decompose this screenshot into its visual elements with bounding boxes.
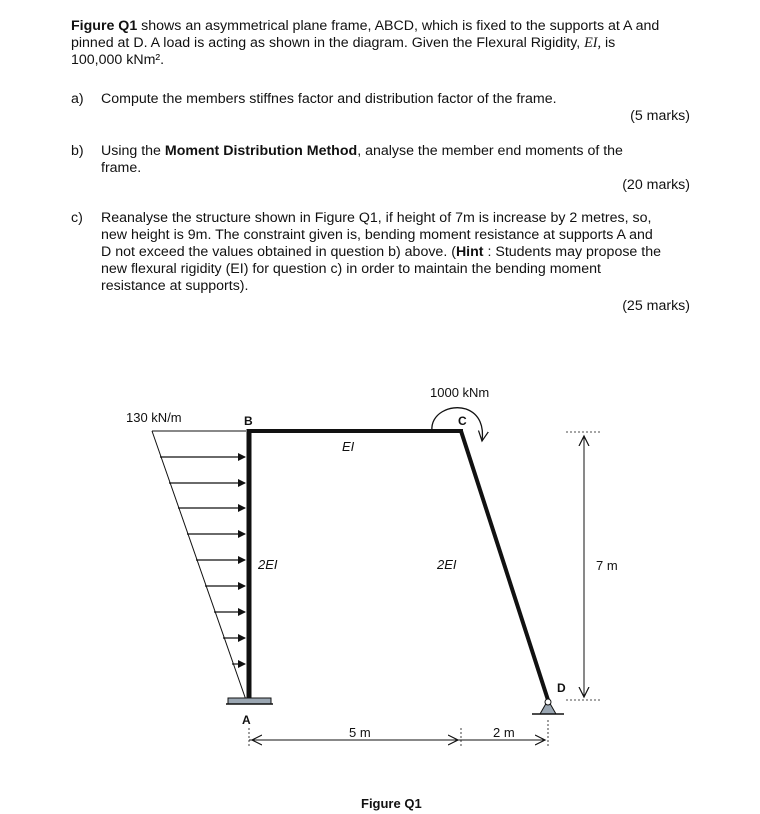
question-c-hint: Hint (455, 244, 484, 260)
intro-line1: shows an asymmetrical plane frame, ABCD, which is fixed to the supports at A and (137, 18, 660, 34)
question-b-line2: frame. (101, 160, 142, 176)
question-c-line1: Reanalyse the structure shown in Figure Q1, if height of 7m is increase by 2 metres, so, (101, 210, 652, 226)
question-c-line3-pre: D not exceed the values obtained in question b) above. ( (101, 244, 456, 260)
member-cd-label: 2EI (437, 557, 457, 572)
fixed-support-a (226, 698, 273, 704)
question-a-label: a) (71, 91, 84, 107)
figure-q1-diagram (0, 360, 760, 814)
intro-paragraph (71, 18, 691, 69)
intro-line2-end: is (601, 35, 616, 51)
node-d-label: D (557, 681, 566, 695)
intro-figure-ref: Figure Q1 (71, 18, 138, 34)
dim-offset-label: 2 m (493, 725, 515, 740)
question-c-line2: new height is 9m. The constraint given is, bending moment resistance at supports A and (101, 227, 653, 243)
intro-line3: 100,000 kNm². (71, 52, 165, 68)
question-b-line1-post: , analyse the member end moments of the (357, 143, 623, 159)
intro-line2: pinned at D. A load is acting as shown in the diagram. Given the Flexural Rigidity, (71, 35, 585, 51)
node-b-label: B (244, 414, 253, 428)
question-c-line5: resistance at supports). (101, 278, 249, 294)
member-cd (461, 431, 548, 700)
dim-span-label: 5 m (349, 725, 371, 740)
question-c-label: c) (71, 210, 83, 226)
member-bc-label: EI (342, 439, 355, 454)
question-a-text: Compute the members stiffnes factor and distribution factor of the frame. (101, 91, 557, 107)
question-c-line3-post: : Students may propose the (483, 244, 661, 260)
member-ab-label: 2EI (258, 557, 278, 572)
question-b-label: b) (71, 143, 84, 159)
node-a-label: A (242, 713, 251, 727)
frame (247, 431, 549, 700)
question-b-method: Moment Distribution Method (164, 143, 358, 159)
question-b-marks: (20 marks) (622, 177, 690, 193)
intro-ei: EI, (584, 35, 602, 51)
pin-support-d (532, 699, 564, 714)
distributed-load (152, 431, 246, 700)
moment-label: 1000 kNm (430, 385, 490, 400)
question-c-marks: (25 marks) (622, 298, 690, 314)
figure-caption: Figure Q1 (361, 796, 422, 811)
question-c-line4: new flexural rigidity (EI) for question c) in order to maintain the bending moment (101, 261, 601, 277)
node-c-label: C (458, 414, 467, 428)
question-b-line1-pre: Using the (101, 143, 165, 159)
dim-height-label: 7 m (596, 558, 618, 573)
question-a-marks: (5 marks) (630, 108, 690, 124)
load-slope-line (152, 431, 246, 700)
load-label: 130 kN/m (126, 410, 182, 425)
